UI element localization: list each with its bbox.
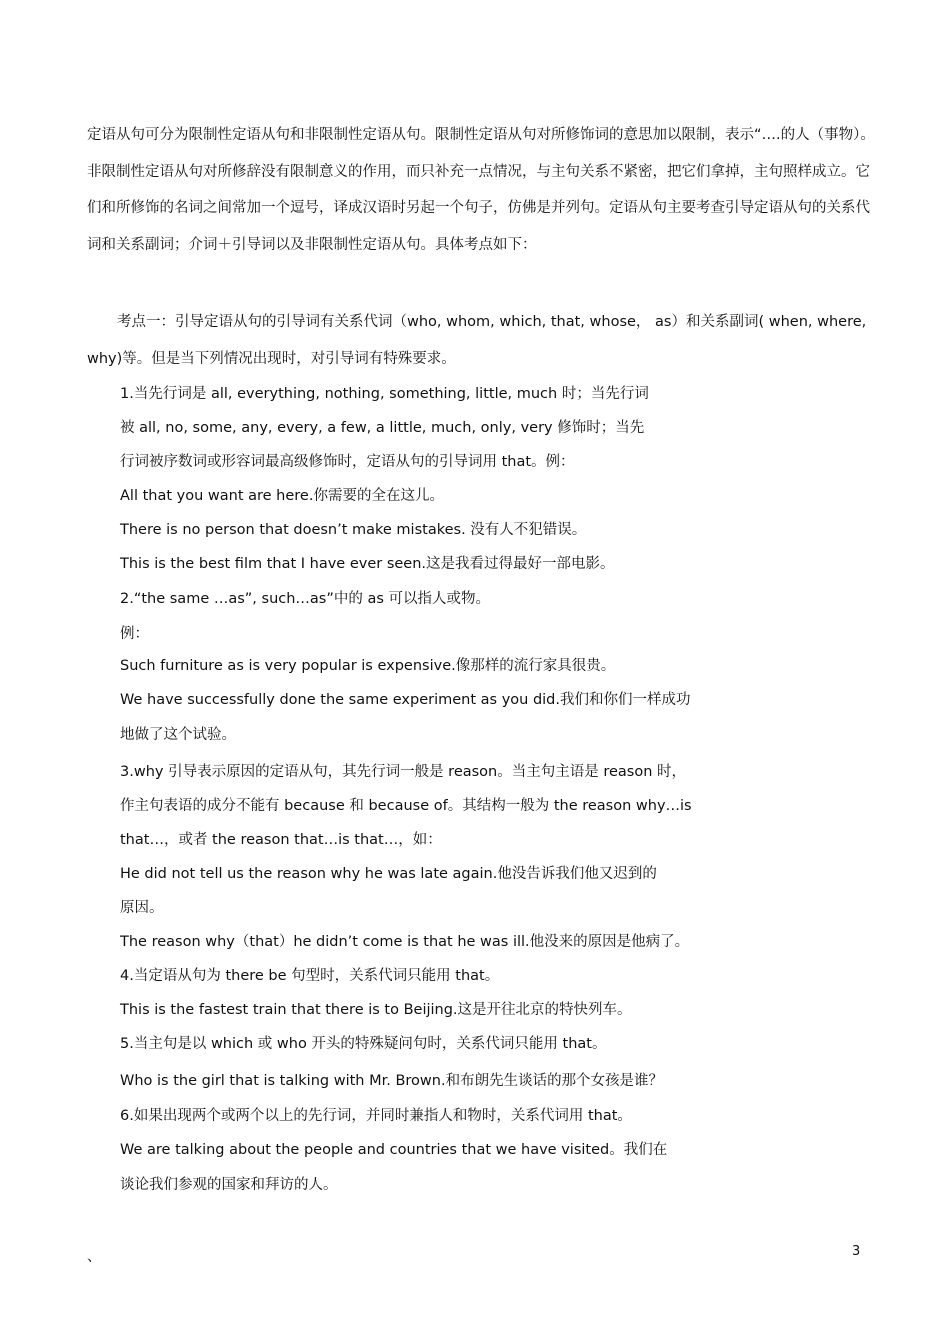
- example-line: 原因。: [120, 900, 164, 916]
- text-line: 6.如果出现两个或两个以上的先行词，并同时兼指人和物时，关系代词用 that。: [120, 1108, 632, 1124]
- text-line: 被 all, no, some, any, every, a few, a little, much, only, very 修饰时；当先: [120, 420, 645, 436]
- footer-mark: 、: [87, 1249, 101, 1265]
- example-line: 地做了这个试验。: [120, 727, 236, 743]
- example-line: Such furniture as is very popular is expensive.像那样的流行家具很贵。: [120, 658, 616, 674]
- example-line: We have successfully done the same experiment as you did.我们和你们一样成功: [120, 692, 691, 708]
- example-line: All that you want are here.你需要的全在这儿。: [120, 488, 444, 504]
- example-line: 谈论我们参观的国家和拜访的人。: [120, 1177, 338, 1193]
- example-line: He did not tell us the reason why he was late again.他没告诉我们他又迟到的: [120, 866, 657, 882]
- text-line: 1.当先行词是 all, everything, nothing, something, little, much 时；当先行词: [120, 386, 649, 402]
- intro-paragraph: 定语从句可分为限制性定语从句和非限制性定语从句。限制性定语从句对所修饰词的意思加以限制，表示“….的人（事物）。非限制性定语从句对所修辞没有限制意义的作用，而只补充一点情况，与主句关系不紧密，把它们拿掉，主句照样成立。它们和所修饰的名词之间常加一个逗号，译成汉语时另起一个句子，仿佛是并列句。定语从句主要考查引导定语从句的关系代词和关系副词；介词＋引导词以及非限制性定语从句。具体考点如下：: [87, 127, 875, 253]
- example-line: We are talking about the people and countries that we have visited。我们在: [120, 1142, 668, 1158]
- example-line: Who is the girl that is talking with Mr. Brown.和布朗先生谈话的那个女孩是谁？: [120, 1073, 664, 1089]
- text-line: 3.why 引导表示原因的定语从句，其先行词一般是 reason。当主句主语是 reason 时，: [120, 764, 687, 780]
- text-line: 行词被序数词或形容词最高级修饰时，定语从句的引导词用 that。例：: [120, 454, 575, 470]
- page-number: 3: [852, 1244, 861, 1259]
- example-line: This is the best film that I have ever seen.这是我看过得最好一部电影。: [120, 556, 615, 572]
- point-one-paragraph: 考点一：引导定语从句的引导词有关系代词（who, whom, which, that, whose， as）和关系副词( when, where, why)等。但是当下列情况出现时，对引导词有特殊要求。: [87, 314, 867, 367]
- text-line: 4.当定语从句为 there be 句型时，关系代词只能用 that。: [120, 968, 500, 984]
- example-line: There is no person that doesn’t make mistakes. 没有人不犯错误。: [120, 522, 587, 538]
- text-line: 2.“the same …as”, such…as”中的 as 可以指人或物。: [120, 591, 491, 607]
- text-line: that…，或者 the reason that…is that…，如：: [120, 832, 442, 848]
- text-line: 5.当主句是以 which 或 who 开头的特殊疑问句时，关系代词只能用 that。: [120, 1036, 607, 1052]
- text-line: 作主句表语的成分不能有 because 和 because of。其结构一般为 the reason why…is: [120, 798, 692, 814]
- example-line: The reason why（that）he didn’t come is that he was ill.他没来的原因是他病了。: [120, 934, 690, 950]
- example-line: This is the fastest train that there is to Beijing.这是开往北京的特快列车。: [120, 1002, 632, 1018]
- text-line: 例：: [120, 626, 149, 642]
